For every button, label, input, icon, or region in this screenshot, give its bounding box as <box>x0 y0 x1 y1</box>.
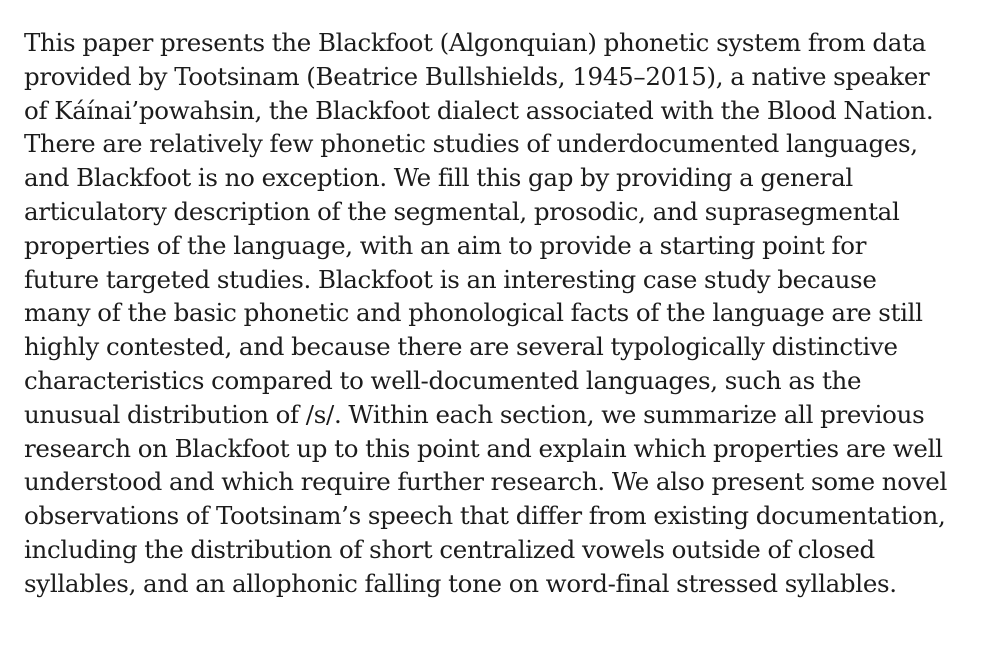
abstract-line: understood and which require further research. We also present some novel <box>24 467 947 497</box>
abstract-line: properties of the language, with an aim to provide a starting point for <box>24 230 867 260</box>
abstract-line: of Káínai’powahsin, the Blackfoot dialect associated with the Blood Nation. <box>24 95 934 125</box>
abstract-line: unusual distribution of /s/. Within each section, we summarize all previous <box>24 399 925 429</box>
abstract-line: There are relatively few phonetic studies of underdocumented languages, <box>24 129 918 159</box>
abstract-line: and Blackfoot is no exception. We fill this gap by providing a general <box>24 163 853 193</box>
abstract-line: research on Blackfoot up to this point and explain which properties are well <box>24 433 943 463</box>
abstract-line: characteristics compared to well-documented languages, such as the <box>24 365 862 395</box>
abstract-paragraph <box>24 26 980 601</box>
abstract-line: observations of Tootsinam’s speech that differ from existing documentation, <box>24 501 946 531</box>
abstract-line: many of the basic phonetic and phonological facts of the language are still <box>24 298 923 328</box>
abstract-line: provided by Tootsinam (Beatrice Bullshields, 1945–2015), a native speaker <box>24 61 930 91</box>
abstract-line: syllables, and an allophonic falling tone on word-final stressed syllables. <box>24 568 897 598</box>
abstract-line: future targeted studies. Blackfoot is an interesting case study because <box>24 264 877 294</box>
abstract-line: articulatory description of the segmental, prosodic, and suprasegmental <box>24 196 900 226</box>
abstract-line: including the distribution of short centralized vowels outside of closed <box>24 534 875 564</box>
abstract-line: This paper presents the Blackfoot (Algonquian) phonetic system from data <box>24 28 926 57</box>
abstract-line: highly contested, and because there are several typologically distinctive <box>24 332 898 362</box>
